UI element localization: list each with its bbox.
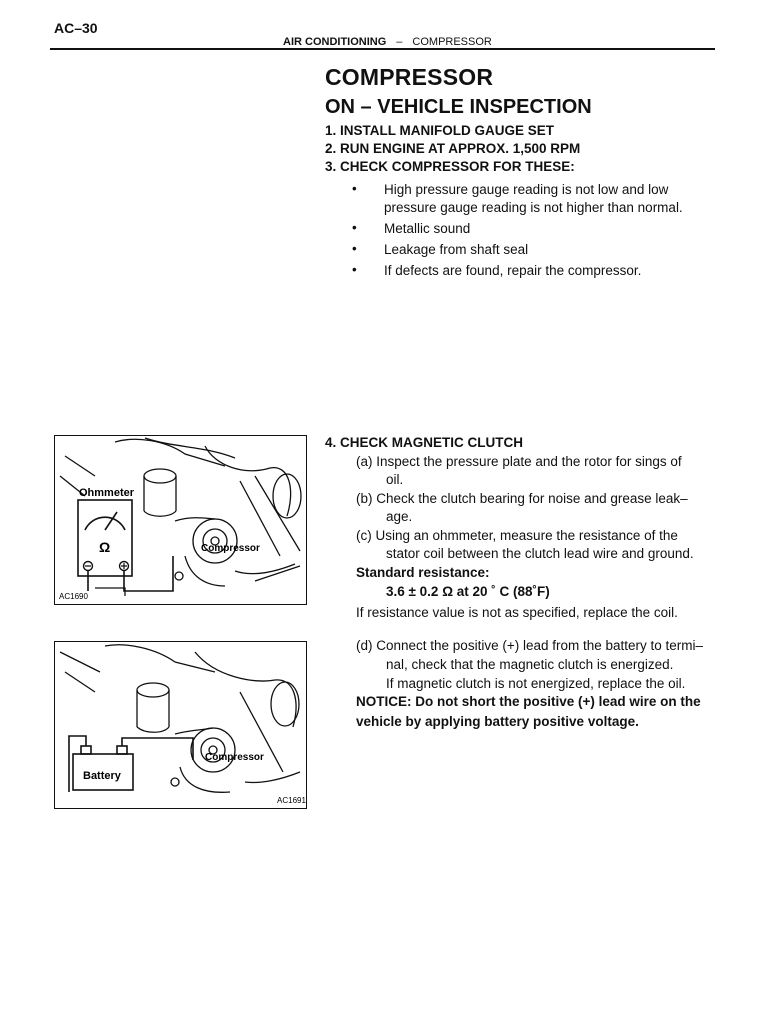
figure-code: AC1691 (277, 796, 306, 805)
bullet-item-1-line-2: pressure gauge reading is not higher than normal. (384, 200, 683, 215)
resistance-note: If resistance value is not as specified, replace the coil. (356, 605, 678, 620)
notice-line-1: NOTICE: Do not short the positive (+) lead wire on the (356, 694, 701, 709)
step-2: 2. RUN ENGINE AT APPROX. 1,500 RPM (325, 141, 581, 156)
standard-resistance-value: 3.6 ± 0.2 Ω at 20 ˚ C (88˚F) (386, 584, 550, 599)
header-rule (50, 48, 715, 50)
compressor-label: Compressor (201, 543, 260, 554)
notice-line-2: vehicle by applying battery positive voltage. (356, 714, 639, 729)
compressor-label: Compressor (205, 752, 264, 763)
bullet-marker: • (352, 220, 357, 235)
step-4b-line-1: (b) Check the clutch bearing for noise and grease leak– (356, 491, 688, 506)
bullet-marker: • (352, 181, 357, 196)
bullet-item-3: Leakage from shaft seal (384, 242, 529, 257)
step-4d-line-2: nal, check that the magnetic clutch is energized. (386, 657, 674, 672)
page-subtitle: ON – VEHICLE INSPECTION (325, 96, 592, 118)
engine-illustration-2 (55, 642, 306, 808)
step-1: 1. INSTALL MANIFOLD GAUGE SET (325, 123, 555, 138)
step-4b-line-2: age. (386, 509, 413, 524)
step-4a-line-2: oil. (386, 472, 404, 487)
ohm-symbol: Ω (99, 539, 111, 555)
running-head (283, 36, 492, 48)
ohmmeter-label: Ohmmeter (79, 487, 135, 499)
bullet-marker: • (352, 262, 357, 277)
step-4c-line-1: (c) Using an ohmmeter, measure the resistance of the (356, 528, 678, 543)
section-title: AIR CONDITIONING (283, 36, 387, 48)
figure-battery-test (54, 641, 307, 809)
bullet-item-1-line-1: High pressure gauge reading is not low and low (384, 182, 669, 197)
step-3: 3. CHECK COMPRESSOR FOR THESE: (325, 159, 575, 174)
bullet-item-4: If defects are found, repair the compressor. (384, 263, 642, 278)
bullet-item-2: Metallic sound (384, 221, 471, 236)
figure-code: AC1690 (59, 592, 88, 601)
figure-ohmmeter-test (54, 435, 307, 605)
step-4d-line-1: (d) Connect the positive (+) lead from the battery to termi– (356, 638, 704, 653)
step-4-heading: 4. CHECK MAGNETIC CLUTCH (325, 435, 523, 450)
step-4c-line-2: stator coil between the clutch lead wire and ground. (386, 546, 694, 561)
step-4d-line-3: If magnetic clutch is not energized, replace the oil. (386, 676, 686, 691)
standard-resistance-label: Standard resistance: (356, 565, 490, 580)
bullet-item-1 (384, 181, 714, 217)
page-number: AC–30 (54, 20, 98, 36)
battery-label: Battery (83, 770, 121, 782)
bullet-marker: • (352, 241, 357, 256)
header-separator: – (396, 36, 403, 48)
page-title: COMPRESSOR (325, 64, 494, 90)
engine-illustration-1 (55, 436, 306, 604)
step-4a-line-1: (a) Inspect the pressure plate and the rotor for sings of (356, 454, 682, 469)
subsection-title: COMPRESSOR (412, 36, 492, 48)
